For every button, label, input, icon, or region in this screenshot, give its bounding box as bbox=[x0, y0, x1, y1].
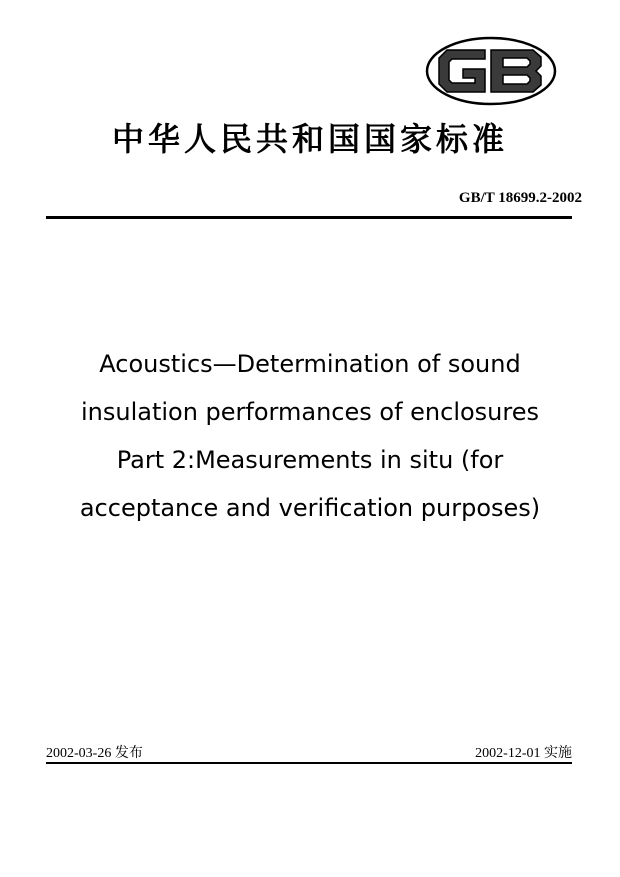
document-title bbox=[40, 340, 580, 532]
implement-label: 实施 bbox=[544, 745, 572, 761]
gb-logo bbox=[425, 36, 557, 106]
standard-number: GB/T 18699.2-2002 bbox=[458, 190, 582, 206]
title-line: insulation performances of enclosures bbox=[80, 398, 539, 426]
implement-date: 2002-12-01 bbox=[475, 746, 541, 761]
title-line: acceptance and verification purposes) bbox=[79, 494, 541, 522]
footer-divider bbox=[46, 762, 572, 764]
issue-date: 2002-03-26 bbox=[46, 746, 112, 761]
title-line: Part 2:Measurements in situ (for bbox=[116, 446, 504, 474]
issue-label: 发布 bbox=[114, 745, 143, 761]
implement-date-block bbox=[475, 742, 572, 762]
organization-title: 中华人民共和国国家标准 bbox=[111, 120, 508, 158]
header-divider bbox=[46, 216, 572, 219]
title-line: Acoustics—Determination of sound bbox=[99, 350, 521, 378]
issue-date-block bbox=[46, 742, 143, 762]
